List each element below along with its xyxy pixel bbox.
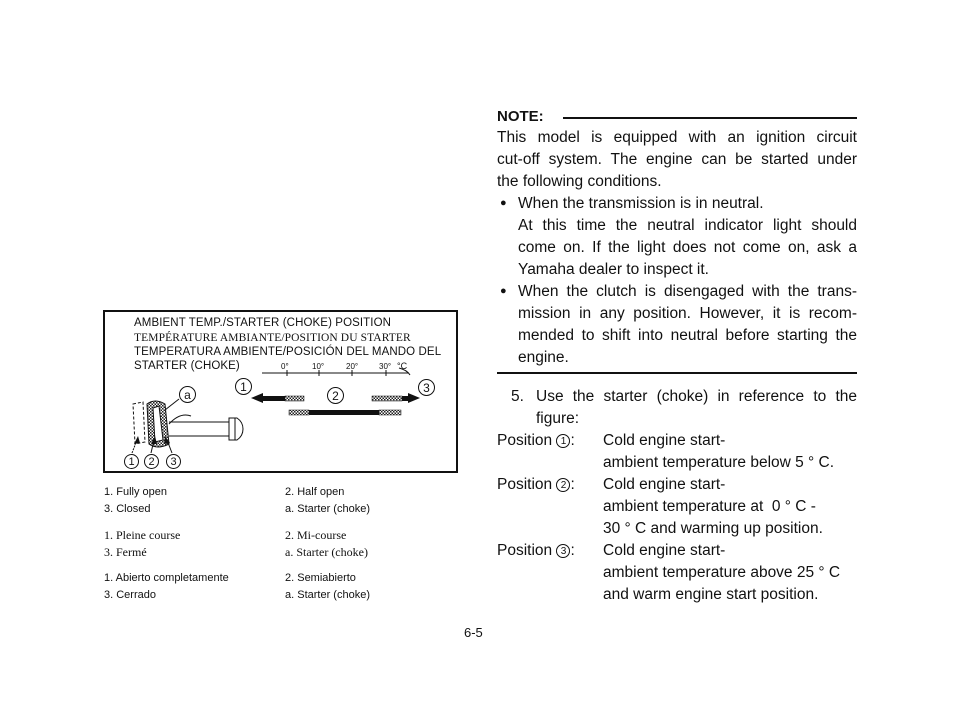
- step-5-line-2: figure:: [536, 410, 580, 427]
- note-top-rule: [563, 117, 857, 119]
- caption-fr-2-left: 3. Fermé: [104, 545, 147, 559]
- position-2-hatched-right: [379, 410, 401, 415]
- position-1-number: 1: [556, 434, 570, 448]
- caption-fr-1-left: 1. Pleine course: [104, 528, 181, 542]
- position-2-line-3: 30 ° C and warming up position.: [603, 520, 823, 537]
- position-2-solid-bar: [309, 410, 379, 415]
- bullet-1-line-2: At this time the neutral indicator light should: [518, 217, 857, 234]
- scale-label-20: 20°: [346, 362, 359, 371]
- knob-marker-2: 2: [144, 454, 159, 469]
- note-line-1: This model is equipped with an ignition circuit: [497, 129, 857, 146]
- bullet-2-line-4: engine.: [518, 349, 569, 366]
- step-5-line-1: Use the starter (choke) in reference to the: [536, 388, 857, 405]
- figure-title-es-2: STARTER (CHOKE): [134, 360, 240, 372]
- note-bottom-rule: [497, 372, 857, 374]
- marker-position-2: 2: [327, 387, 344, 404]
- bullet-2-line-3: mended to shift into neutral before starting the: [518, 327, 857, 344]
- caption-fr-1-right: 2. Mi-course: [285, 528, 347, 542]
- page-number: 6-5: [464, 625, 483, 640]
- knob-marker-3: 3: [166, 454, 181, 469]
- marker-position-1: 1: [235, 378, 252, 395]
- position-2-line-2: ambient temperature at 0 ° C -: [603, 498, 816, 515]
- scale-label-10: 10°: [312, 362, 325, 371]
- caption-en-2-left: 3. Closed: [104, 503, 151, 515]
- bullet-2-symbol: ●: [500, 285, 507, 297]
- position-1-arrowhead: [251, 393, 263, 403]
- choke-knob-drawing: [133, 401, 243, 447]
- position-3-label: Position 3 :: [497, 542, 575, 559]
- position-2-hatched-left: [289, 410, 309, 415]
- callout-a: a: [179, 386, 196, 403]
- step-5-number: 5.: [511, 388, 524, 405]
- caption-es-1-right: 2. Semiabierto: [285, 572, 356, 584]
- position-1-line-1: Cold engine start-: [603, 432, 726, 449]
- note-line-3: the following conditions.: [497, 173, 662, 190]
- position-1-hatched-bar: [285, 396, 304, 401]
- figure-title-es: TEMPERATURA AMBIENTE/POSICIÓN DEL MANDO DEL: [134, 346, 442, 358]
- figure-title-en: AMBIENT TEMP./STARTER (CHOKE) POSITION: [134, 317, 392, 329]
- position-3-line-3: and warm engine start position.: [603, 586, 819, 603]
- marker-position-3: 3: [418, 379, 435, 396]
- position-1-solid-bar: [263, 396, 285, 401]
- position-3-arrowhead: [408, 393, 420, 403]
- knob-marker-1: 1: [124, 454, 139, 469]
- position-3-hatched-bar: [372, 396, 402, 401]
- bullet-1-line-1: When the transmission is in neutral.: [518, 195, 764, 212]
- bullet-1-line-4: Yamaha dealer to inspect it.: [518, 261, 709, 278]
- caption-es-2-right: a. Starter (choke): [285, 589, 370, 601]
- caption-en-1-right: 2. Half open: [285, 486, 345, 498]
- position-2-label: Position 2 :: [497, 476, 575, 493]
- figure-title-fr: TEMPÉRATURE AMBIANTE/POSITION DU STARTER: [134, 332, 411, 344]
- position-3-line-1: Cold engine start-: [603, 542, 726, 559]
- scale-label-30: 30°: [379, 362, 392, 371]
- bullet-2-line-2: mission in any position. However, it is recom-: [518, 305, 857, 322]
- choke-figure: [103, 310, 458, 473]
- caption-en-1-left: 1. Fully open: [104, 486, 167, 498]
- bullet-1-symbol: ●: [500, 197, 507, 209]
- caption-fr-2-right: a. Starter (choke): [285, 545, 368, 559]
- position-2-number: 2: [556, 478, 570, 492]
- caption-es-1-left: 1. Abierto completamente: [104, 572, 229, 584]
- bullet-1-line-3: come on. If the light does not come on, ask a: [518, 239, 857, 256]
- position-1-line-2: ambient temperature below 5 ° C.: [603, 454, 835, 471]
- caption-es-2-left: 3. Cerrado: [104, 589, 156, 601]
- scale-label-0: 0°: [281, 362, 289, 371]
- caption-en-2-right: a. Starter (choke): [285, 503, 370, 515]
- bullet-2-line-1: When the clutch is disengaged with the trans-: [518, 283, 857, 300]
- position-1-label: Position 1 :: [497, 432, 575, 449]
- choke-diagram: [105, 312, 456, 471]
- position-3-line-2: ambient temperature above 25 ° C: [603, 564, 841, 581]
- note-line-2: cut-off system. The engine can be started under: [497, 151, 857, 168]
- position-2-line-1: Cold engine start-: [603, 476, 726, 493]
- position-3-number: 3: [556, 544, 570, 558]
- note-heading: NOTE:: [497, 108, 544, 125]
- scale-label-unit: °C: [397, 361, 408, 371]
